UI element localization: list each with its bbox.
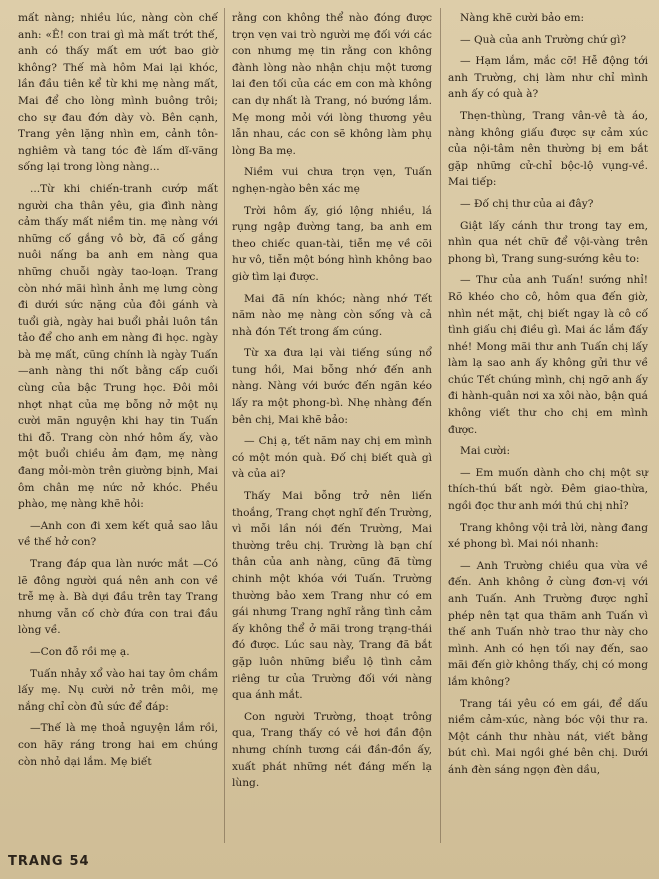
paragraph: Mai cười:: [460, 445, 511, 458]
paragraph: — Anh Trường chiều qua vừa về đến. Anh không ở cùng đơn-vị với anh Tuấn. Anh Trường được nghỉ phép nên tạt qua thăm anh Tuấn vì thế anh Tuấn nhờ trao thư này cho mình. Anh có hẹn tối nay đến, sao mãi đến giờ không thấy, chị có mong lắm không?: [448, 559, 648, 688]
page-number-value: 54: [69, 854, 90, 869]
paragraph: Con người Trường, thoạt trông qua, Trang thấy có vẻ hơi đần độn nhưng chính tương cái đần-đồn ấy, xuất phát những nét đáng mến lạ lùng.: [232, 710, 432, 790]
paragraph: Thẹn-thùng, Trang vân-vê tà áo, nàng không giấu được sự cảm xúc của nội-tâm nên thường bị em bắt gặp những cử-chỉ bộc-lộ vụng-về. Mai tiếp:: [448, 109, 648, 189]
paragraph: —Con đỗ rồi mẹ ạ.: [30, 645, 130, 658]
paragraph: —Anh con đi xem kết quả sao lâu về thế hở con?: [18, 519, 218, 549]
paragraph: — Đố chị thư của ai đây?: [460, 197, 594, 210]
paragraph: Niềm vui chưa trọn vẹn, Tuấn nghẹn-ngào bên xác mẹ: [232, 166, 432, 195]
text-column-3: [448, 10, 648, 784]
paragraph: — Hạm lắm, mắc cỡ! Hễ động tới anh Trường, chị làm như chỉ mình anh ấy có quà à?: [448, 55, 648, 101]
paragraph: Từ xa đưa lại vài tiếng súng nổ tung hồi, Mai bỗng nhớ đến anh nàng. Nàng với bước đến ngăn kéo lấy ra một phong-bì. Nhẹ nhàng đến bên chị, Mai khẽ bảo:: [232, 347, 432, 426]
paragraph: Nàng khẽ cười bảo em:: [460, 12, 585, 24]
paragraph: —Thế là mẹ thoả nguyện lắm rồi, con hãy ráng trong hai em chúng còn nhỏ dại lắm. Mẹ biết: [18, 722, 218, 768]
paragraph: — Quà của anh Trường chứ gì?: [460, 33, 627, 46]
paragraph: Trời hôm ấy, gió lộng nhiều, lá rụng ngập đường tang, ba anh em theo chiếc quan-tài, tiễn mẹ về cõi hư vô, tiễn một bóng hình không bao giờ tìm lại được.: [232, 204, 432, 283]
paragraph: Mai đã nín khóc; nàng nhớ Tết năm nào mẹ nàng còn sống và cả nhà đón Tết trong ấm cúng.: [232, 292, 432, 338]
paragraph: — Em muốn dành cho chị một sự thích-thú bất ngờ. Đêm giao-thừa, ngồi đọc thư anh mới thú chị nhỉ?: [448, 466, 648, 513]
paragraph: — Thư của anh Tuấn! sướng nhỉ! Rõ khéo cho cô, hôm qua đến giờ, nhìn nét mặt, chị biết ngay là cô cố tình giấu chị điều gì. Mai ác lắm đấy nhé! Mong mãi thư anh Tuấn chị lấy làm lạ sao anh ấy không gửi thư về chúc Tết chúng mình, chị ngỡ anh ấy đi hành-quân nơi xa xôi nào, bận quá không viết thư cho chị em mình được.: [448, 274, 648, 436]
paragraph: Trang đáp qua làn nước mắt —Có lẽ đông người quá nên anh con về trễ mẹ à. Bà dựi đầu trên tay Trang nhưng vẫn cố chờ đứa con trai đầu lòng về.: [18, 558, 218, 637]
paragraph: mất nàng; nhiều lúc, nàng còn chế anh: «Ê! con trai gì mà mất trớt thế, anh có thấy mất em ướt bao giờ không? Thế mà hôm Mai lại khóc, lần đầu tiên kể từ khi mẹ nàng mất, Mai để cho lòng mình buông trôi; cho sự đau đớn dày vò. Bên cạnh, Trang yên lặng nhìn em, cảnh tôn-nghiêm và tang tóc đè lấm dĩ-vãng sống lại trong lòng nàng...: [18, 12, 218, 174]
text-column-1: [18, 10, 218, 775]
column-divider: [440, 8, 441, 843]
paragraph: Trang không vội trả lời, nàng đang xé phong bì. Mai nói nhanh:: [448, 521, 648, 551]
page-label: TRANG: [8, 854, 64, 869]
paragraph: Trang tái yêu có em gái, để dấu niềm cảm-xúc, nàng bóc vội thư ra. Một cánh thư nhàu nát, viết bằng bút chì. Mai ngồi ghé bên chị. Dưới ánh đèn sáng ngọn đèn dầu,: [448, 697, 648, 776]
paragraph: Tuấn nhảy xổ vào hai tay ôm chầm lấy mẹ. Nụ cười nở trên môi, mẹ nắng chỉ còn đủ sức để đáp:: [18, 667, 218, 713]
paragraph: ...Từ khi chiến-tranh cướp mất người cha thân yêu, gia đình nàng cảm thấy mất niềm tin. mẹ nàng với những cố gắng vô bờ, đã cố gắng nuôi nấng ba anh em nàng qua những chuỗi ngày tao-loạn. Trang còn nhớ mãi hình ảnh mẹ lưng còng đi dưới sức nặng của đôi gánh và tuổi già, ngày hai buổi phải luôn tần tảo để cho anh em nàng đi học. ngày bà mẹ mất, cũng chính là ngày Tuấn—anh nàng thi nốt bằng cấp cuối cùng của bậc Trung học. Đôi môi nhợt nhạt của mẹ bỗng nở một nụ cười mãn nguyện khi hay tin Tuấn thi đỗ. Trang còn nhớ hôm ấy, vào một buổi chiều ảm đạm, mẹ nàng đang mỏi-mòn trên giường bịnh, Mai ôm chân mẹ nức nở khóc. Phều phào, mẹ nàng khẽ hỏi:: [18, 182, 218, 511]
paragraph: rằng con không thể nào đóng được trọn vẹn vai trò người mẹ đối với các con nhưng mẹ tin rằng con không đành lòng nào nhận chịu một tương lai đen tối của các em con mà không can dự nhất là Trang, nó bướng lắm. Mẹ mong mỏi với lòng thương yêu lẫn nhau, các con sẽ không làm phụ lòng Ba mẹ.: [232, 12, 432, 157]
paragraph: Giật lấy cánh thư trong tay em, nhìn qua nét chữ để vội-vàng trên phong bì, Trang sung-sướng kêu to:: [448, 219, 648, 265]
text-column-2: [232, 10, 432, 797]
page-number: [8, 854, 96, 869]
column-divider: [224, 8, 225, 843]
paragraph: Thấy Mai bỗng trở nên liến thoắng, Trang chợt nghĩ đến Trường, vì mỗi lần nói đến Trường, Mai thường trêu chị. Trường là bạn chí thân của anh nàng, cũng đã từng chinh một khóa với Tuấn. Trường thường bảo xem Trang như có em gái nhưng Trang nghĩ rằng tình cảm ấy không thể ở mãi trong trạng-thái đó được. Lúc sau này, Trang đã bắt gặp luôn những biểu lộ tình cảm riêng tư của Trường đối với nàng qua ánh mắt.: [232, 490, 432, 702]
paragraph: — Chị ạ, tết năm nay chị em mình có một món quà. Đố chị biết quà gì và của ai?: [232, 435, 432, 481]
